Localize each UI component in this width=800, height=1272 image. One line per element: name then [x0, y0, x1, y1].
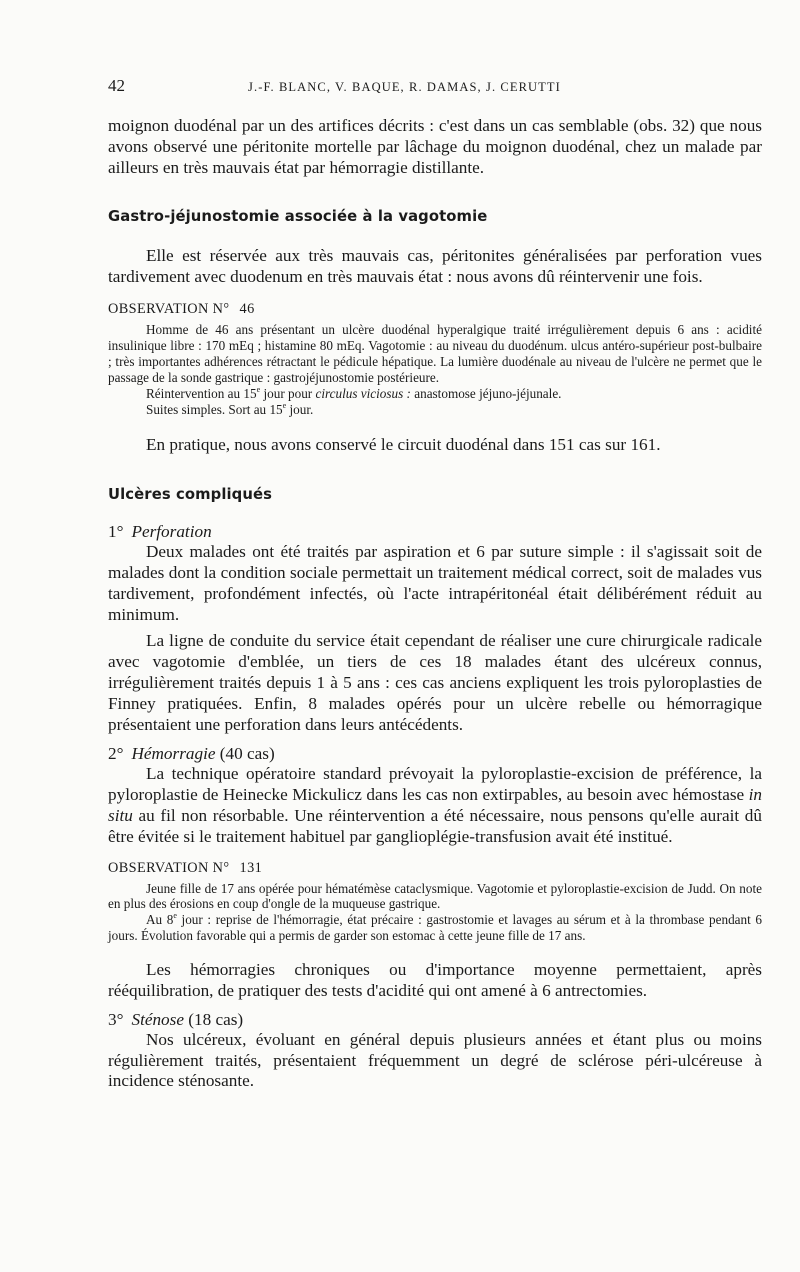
gastro-paragraph: Elle est réservée aux très mauvais cas, péritonites généralisées par perforation vues tardivement avec duodenum en très mauvais état : nous avons dû réintervenir une fois.	[108, 246, 762, 287]
hemorragie-paragraph-2: Les hémorragies chroniques ou d'importance moyenne permettaient, après rééquilibration, de pratiquer des tests d'acidité qui ont amené à 6 antrectomies.	[108, 960, 762, 1000]
subheading-hemorragie: 2° Hémorragie (40 cas)	[108, 744, 275, 764]
observation-131-text: Jeune fille de 17 ans opérée pour hématémèse cataclysmique. Vagotomie et pyloroplastie-excision de Judd. On note en plus des érosions en coup d'ongle de la muqueuse gastrique.	[108, 880, 762, 912]
perforation-paragraph-1: Deux malades ont été traités par aspiration et 6 par suture simple : il s'agissait soit de malades dont la condition sociale permettait un traitement médical correct, soit de malades vus tardivement, profondément infectés, où l'acte intrapéritonéal était délibérément réduit au minimum.	[108, 542, 762, 624]
page-header	[108, 72, 762, 102]
observation-46-reintervention: Réintervention au 15e jour pour circulus viciosus : anastomose jéjuno-jéjunale.	[146, 384, 562, 401]
subheading-stenose: 3° Sténose (18 cas)	[108, 1009, 244, 1029]
gastro-conclusion: En pratique, nous avons conservé le circuit duodénal dans 151 cas sur 161.	[146, 435, 661, 455]
observation-number: 46	[239, 300, 255, 317]
heading-gastro-jejunostomie: Gastro-jéjunostomie associée à la vagotomie	[108, 208, 488, 226]
observation-46-suites: Suites simples. Sort au 15e jour.	[146, 400, 314, 417]
observation-131-heading: OBSERVATION N° 131	[108, 859, 263, 876]
observation-46-text: Homme de 46 ans présentant un ulcère duodénal hyperalgique traité irrégulièrement depuis 6 ans : acidité insulinique libre : 170 mEq ; histamine 80 mEq. Vagotomie : au niveau du duodénum. ulcus antéro-supérieur post-bulbaire ; très importantes adhérences rétractant le pédicule hépatique. La lumière duodénale au niveau de l'ulcère ne permet que le passage de la sonde gastrique : gastrojéjunostomie postérieure.	[108, 321, 762, 385]
intro-paragraph: moignon duodénal par un des artifices décrits : c'est dans un cas semblable (obs. 32) que nous avons observé une péritonite mortelle par lâchage du moignon duodénal, chez un malade par ailleurs en très mauvais état par hémorragie distillante.	[108, 116, 762, 177]
observation-label: OBSERVATION N°	[108, 300, 230, 317]
perforation-paragraph-2: La ligne de conduite du service était cependant de réaliser une cure chirurgicale radicale avec vagotomie d'emblée, un tiers de ces 18 malades étant des ulcéreux connus, irrégulièrement traités depuis 1 à 5 ans : ces cas anciens expliquent les trois pyloroplasties de Finney pratiquées. Enfin, 8 malades opérés pour un ulcère rebelle ou hémorragique présentaient une perforation dans leurs antécédents.	[108, 631, 762, 734]
observation-46-heading	[108, 301, 762, 318]
heading-ulceres-compliques: Ulcères compliqués	[108, 486, 273, 504]
page	[108, 72, 762, 1092]
page-number: 42	[108, 76, 125, 95]
subheading-perforation: 1° Perforation	[108, 522, 212, 542]
running-head: J.-F. BLANC, V. BAQUE, R. DAMAS, J. CERUTTI	[248, 80, 561, 94]
hemorragie-paragraph: La technique opératoire standard prévoyait la pyloroplastie-excision de préférence, la pyloroplastie de Heinecke Mickulicz dans les cas non extirpables, au besoin avec hémostase in situ au fil non résorbable. Une réintervention a été nécessaire, nous pensons qu'elle aurait dû être évitée si le traitement habituel par ganglioplégie-transfusion avait été institué.	[108, 764, 762, 846]
observation-131-text-2: Au 8e jour : reprise de l'hémorragie, état précaire : gastrostomie et lavages au sérum et à la thrombase pendant 6 jours. Évolution favorable qui a permis de garder son estomac à cette jeune fille de 17 ans.	[108, 911, 763, 944]
stenose-paragraph: Nos ulcéreux, évoluant en général depuis plusieurs années et étant plus ou moins régulièrement traités, présentaient fréquemment un degré de sclérose péri-ulcéreuse à incidence sténosante.	[108, 1029, 762, 1091]
